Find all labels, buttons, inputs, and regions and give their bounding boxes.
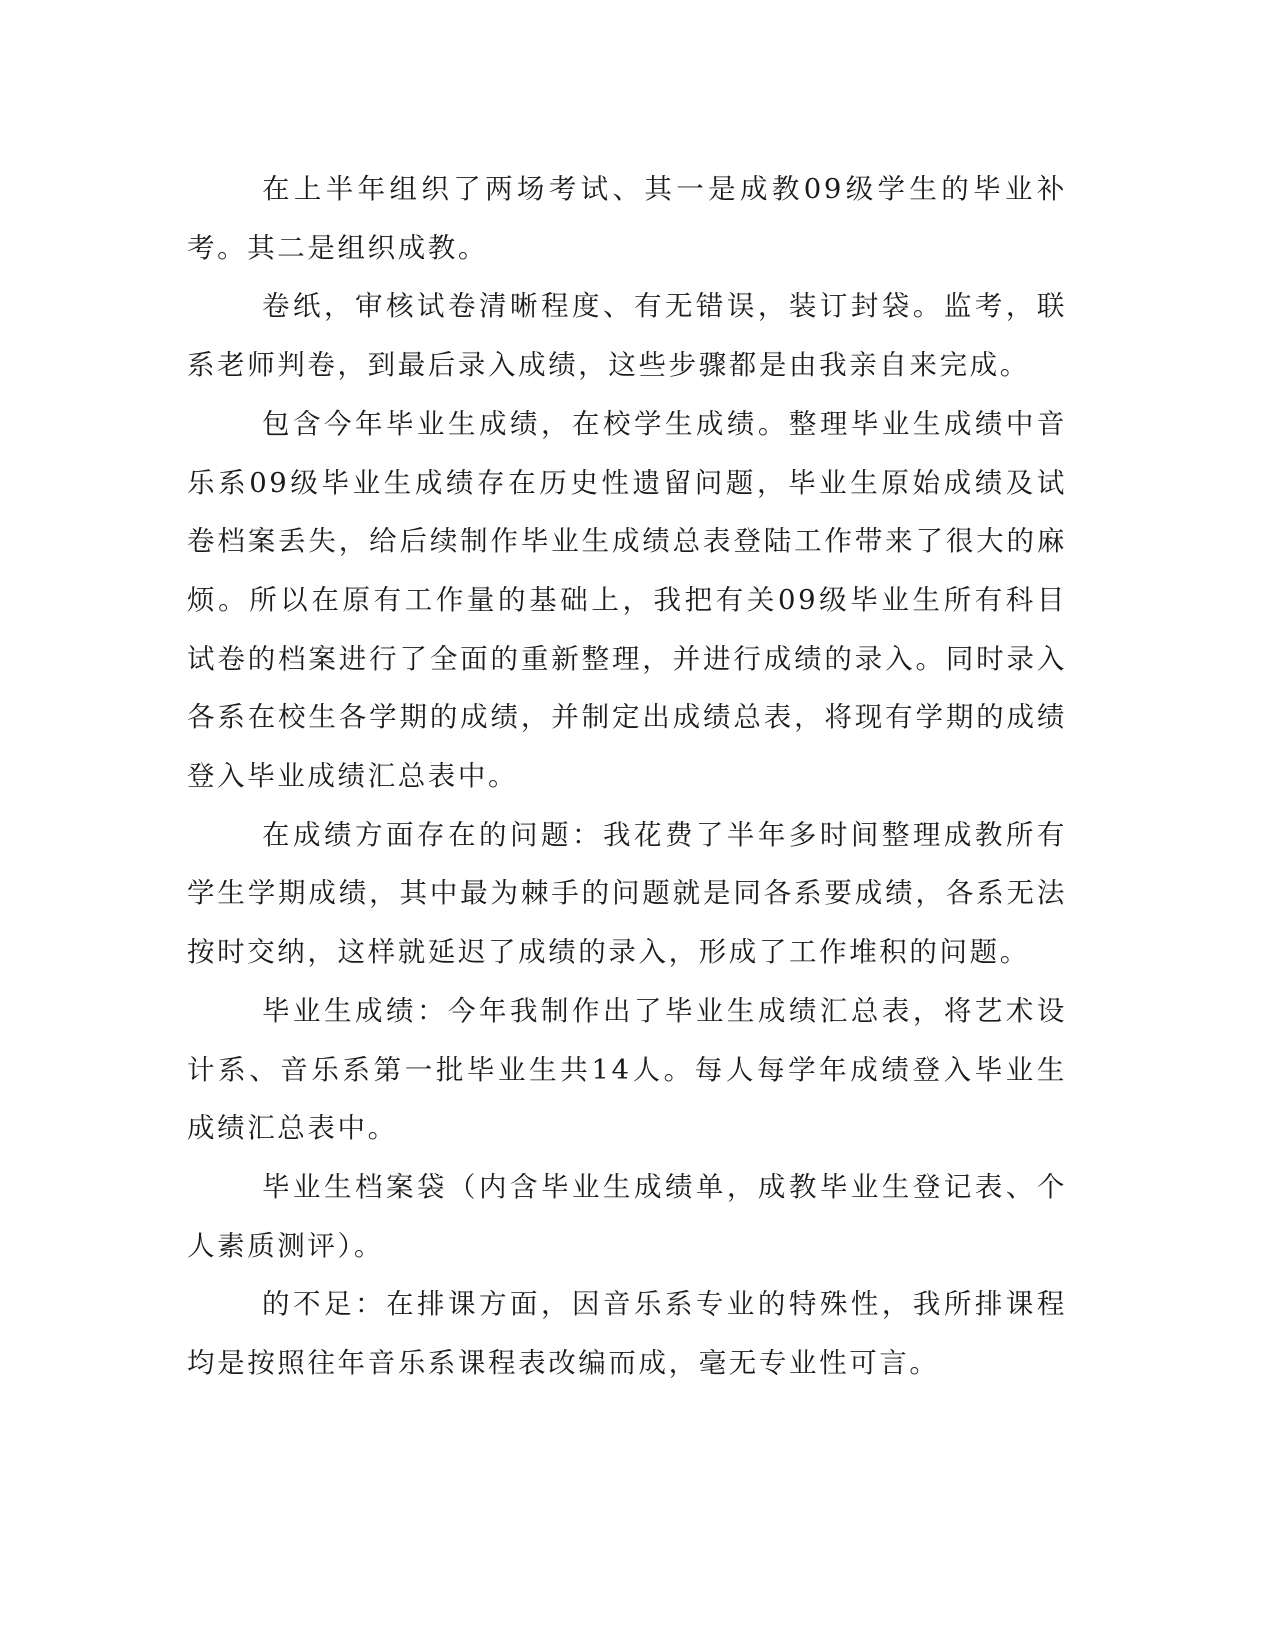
paragraph-exam-organization: 在上半年组织了两场考试、其一是成教09级学生的毕业补考。其二是组织成教。 <box>187 173 1067 264</box>
paragraph-graduate-grades: 毕业生成绩：今年我制作出了毕业生成绩汇总表，将艺术设计系、音乐系第一批毕业生共14人。每人每学年成绩登入毕业生成绩汇总表中。 <box>187 994 1067 1145</box>
paragraph-exam-process: 卷纸，审核试卷清晰程度、有无错误，装订封袋。监考，联系老师判卷，到最后录入成绩，这些步骤都是由我亲自来完成。 <box>187 290 1067 382</box>
paragraph-grade-problems: 在成绩方面存在的问题：我花费了半年多时间整理成教所有学生学期成绩，其中最为棘手的问题就是同各系要成绩，各系无法按时交纳，这样就延迟了成绩的录入，形成了工作堆积的问题。 <box>187 818 1067 969</box>
paragraph-shortcomings: 的不足：在排课方面，因音乐系专业的特殊性，我所排课程均是按照往年音乐系课程表改编而成，毫无专业性可言。 <box>187 1288 1067 1380</box>
document-body <box>187 160 1067 1393</box>
paragraph-grade-records: 包含今年毕业生成绩，在校学生成绩。整理毕业生成绩中音乐系09级毕业生成绩存在历史性遗留问题，毕业生原始成绩及试卷档案丢失，给后续制作毕业生成绩总表登陆工作带来了很大的麻烦。所以在原有工作量的基础上，我把有关09级毕业生所有科目试卷的档案进行了全面的重新整理，并进行成绩的录入。同时录入各系在校生各学期的成绩，并制定出成绩总表，将现有学期的成绩登入毕业成绩汇总表中。 <box>187 407 1067 793</box>
paragraph-graduate-archives: 毕业生档案袋（内含毕业生成绩单，成教毕业生登记表、个人素质测评）。 <box>187 1170 1067 1262</box>
